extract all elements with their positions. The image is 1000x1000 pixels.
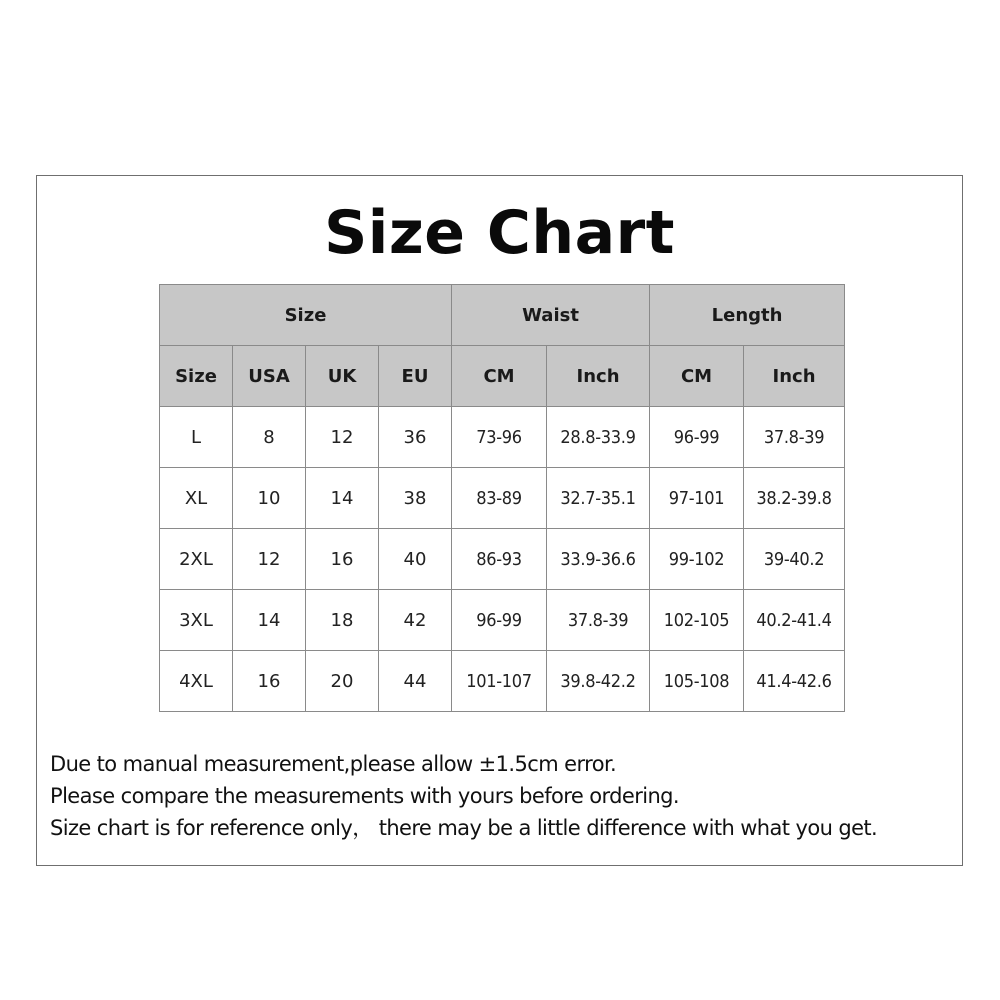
table-cell: 38 — [379, 468, 452, 529]
table-row — [160, 468, 845, 529]
table-cell: 44 — [379, 651, 452, 712]
table-row — [160, 407, 845, 468]
table-cell: 2XL — [160, 529, 233, 590]
sub-header-row — [160, 346, 845, 407]
table-cell: XL — [160, 468, 233, 529]
table-cell: 20 — [306, 651, 379, 712]
table-cell: 16 — [233, 651, 306, 712]
table-cell: 105-108 — [650, 651, 744, 712]
note-line: Size chart is for reference only， there may be a little difference with what you get. — [50, 816, 878, 840]
table-cell: 86-93 — [452, 529, 547, 590]
table-cell: 37.8-39 — [547, 590, 650, 651]
note-line: Please compare the measurements with yours before ordering. — [50, 784, 679, 808]
table-cell: 36 — [379, 407, 452, 468]
table-cell: 38.2-39.8 — [744, 468, 845, 529]
group-header-size: Size — [160, 285, 452, 346]
group-header-length: Length — [650, 285, 845, 346]
sub-header-length-cm: CM — [650, 346, 744, 407]
table-cell: 4XL — [160, 651, 233, 712]
table-cell: L — [160, 407, 233, 468]
table-cell: 14 — [306, 468, 379, 529]
table-cell: 40 — [379, 529, 452, 590]
group-header-waist: Waist — [452, 285, 650, 346]
table-row — [160, 590, 845, 651]
sub-header-usa: USA — [233, 346, 306, 407]
table-row — [160, 651, 845, 712]
size-table — [159, 284, 845, 712]
table-cell: 101-107 — [452, 651, 547, 712]
table-cell: 12 — [233, 529, 306, 590]
group-header-row — [160, 285, 845, 346]
note-line: Due to manual measurement,please allow ±1.5cm error. — [50, 752, 617, 776]
table-cell: 28.8-33.9 — [547, 407, 650, 468]
table-cell: 10 — [233, 468, 306, 529]
table-cell: 42 — [379, 590, 452, 651]
page-title: Size Chart — [324, 198, 675, 268]
measurement-notes — [50, 748, 877, 844]
table-cell: 40.2-41.4 — [744, 590, 845, 651]
table-cell: 33.9-36.6 — [547, 529, 650, 590]
size-chart-frame — [36, 175, 963, 866]
table-cell: 37.8-39 — [744, 407, 845, 468]
table-cell: 41.4-42.6 — [744, 651, 845, 712]
table-cell: 83-89 — [452, 468, 547, 529]
sub-header-uk: UK — [306, 346, 379, 407]
table-cell: 3XL — [160, 590, 233, 651]
table-cell: 12 — [306, 407, 379, 468]
sub-header-waist-inch: Inch — [547, 346, 650, 407]
sub-header-length-inch: Inch — [744, 346, 845, 407]
table-cell: 96-99 — [650, 407, 744, 468]
table-cell: 14 — [233, 590, 306, 651]
table-cell: 8 — [233, 407, 306, 468]
table-row — [160, 529, 845, 590]
table-cell: 18 — [306, 590, 379, 651]
table-cell: 96-99 — [452, 590, 547, 651]
table-cell: 16 — [306, 529, 379, 590]
sub-header-waist-cm: CM — [452, 346, 547, 407]
table-cell: 73-96 — [452, 407, 547, 468]
sub-header-size: Size — [160, 346, 233, 407]
table-cell: 39.8-42.2 — [547, 651, 650, 712]
table-cell: 102-105 — [650, 590, 744, 651]
sub-header-eu: EU — [379, 346, 452, 407]
table-cell: 97-101 — [650, 468, 744, 529]
table-cell: 39-40.2 — [744, 529, 845, 590]
table-cell: 99-102 — [650, 529, 744, 590]
table-cell: 32.7-35.1 — [547, 468, 650, 529]
